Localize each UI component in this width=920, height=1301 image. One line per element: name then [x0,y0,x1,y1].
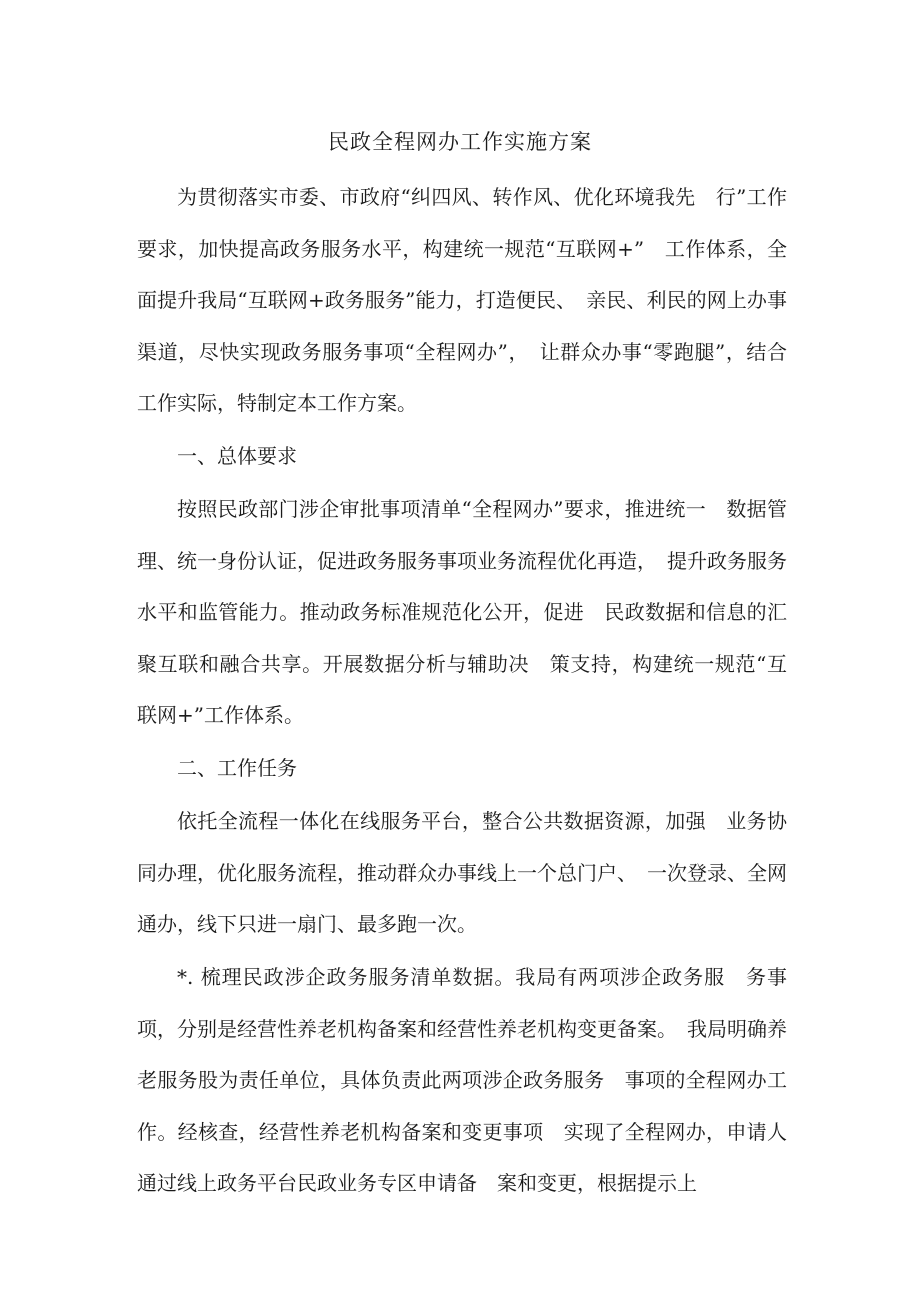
section-heading-general-requirements: 一、总体要求 [177,444,297,468]
work-tasks-paragraph: 依托全流程一体化在线服务平台，整合公共数据资源，加强 业务协同办理，优化服务流程，推动群众办事线上一个总门户、 一次登录、全网通办，线下只进一扇门、最多跑一次。 [137,809,787,936]
section-heading-work-tasks: 二、工作任务 [177,756,297,780]
document-body [137,172,787,1210]
document-title: 民政全程网办工作实施方案 [328,130,592,154]
task-item-paragraph: *. 梳理民政涉企政务服务清单数据。我局有两项涉企政务服 务事项，分别是经营性养老机构备案和经营性养老机构变更备案。 我局明确养老服务股为责任单位，具体负责此两项涉企政务服务 事项的全程网办工作。经核查，经营性养老机构备案和变更事项 实现了全程网办，申请人通过线上政务平台民政业务专区申请备 案和变更，根据提示上 [137,965,787,1195]
intro-paragraph: 为贯彻落实市委、市政府“纠四风、转作风、优化环境我先 行”工作要求，加快提高政务服务水平，构建统一规范“互联网+” 工作体系，全面提升我局“互联网+政务服务”能力，打造便民、 亲民、利民的网上办事渠道，尽快实现政务服务事项“全程网办”， 让群众办事“零跑腿”，结合工作实际，特制定本工作方案。 [137,185,787,415]
general-requirements-paragraph: 按照民政部门涉企审批事项清单“全程网办”要求，推进统一 数据管理、统一身份认证，促进政务服务事项业务流程优化再造， 提升政务服务水平和监管能力。推动政务标准规范化公开，促进 民政数据和信息的汇聚互联和融合共享。开展数据分析与辅助决 策支持，构建统一规范“互联网+”工作体系。 [137,497,787,727]
